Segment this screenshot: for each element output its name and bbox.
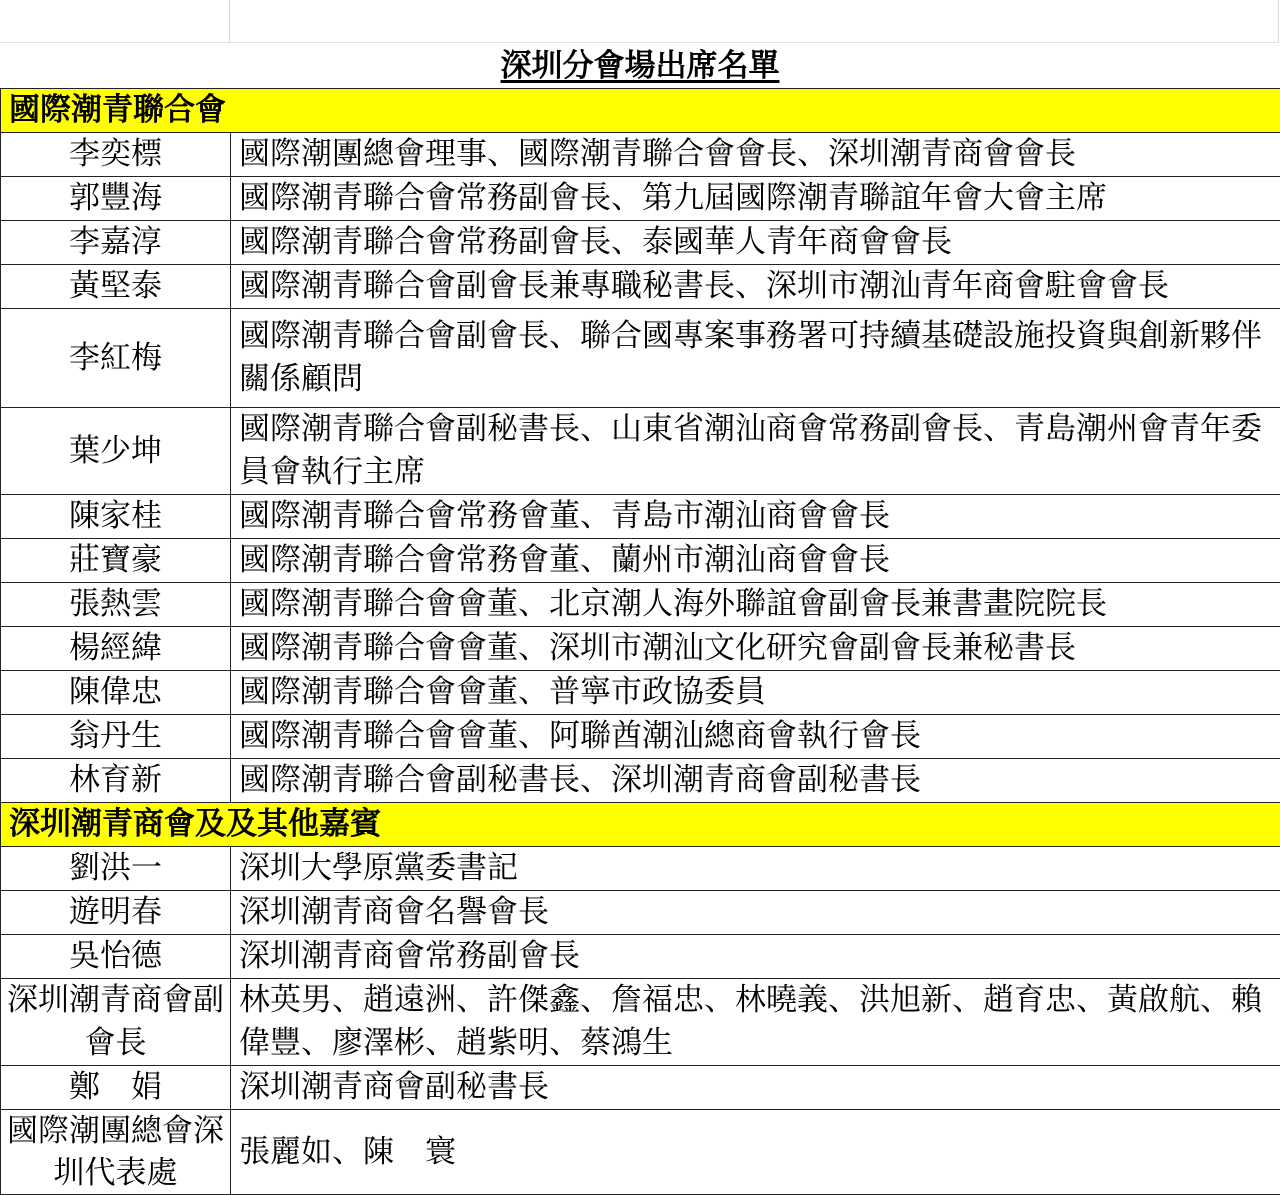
section-heading: 深圳潮青商會及及其他嘉賓 — [1, 803, 1280, 847]
attendee-role: 深圳潮青商會名譽會長 — [231, 891, 1280, 935]
table-row — [1, 891, 1280, 935]
section-heading: 國際潮青聯合會 — [1, 89, 1280, 133]
attendee-role: 國際潮青聯合會副秘書長、深圳潮青商會副秘書長 — [231, 759, 1280, 803]
page-title: 深圳分會場出席名單 — [0, 44, 1280, 88]
table-row — [1, 495, 1280, 539]
attendee-name: 國際潮團總會深圳代表處 — [1, 1110, 231, 1195]
table-row — [1, 627, 1280, 671]
table-row — [1, 847, 1280, 891]
table-row — [1, 715, 1280, 759]
attendee-name: 深圳潮青商會副會長 — [1, 979, 231, 1066]
attendee-role: 國際潮青聯合會會董、北京潮人海外聯誼會副會長兼書畫院院長 — [231, 583, 1280, 627]
attendee-role: 國際潮青聯合會常務副會長、泰國華人青年商會會長 — [231, 221, 1280, 265]
table-row — [1, 1110, 1280, 1195]
attendee-role: 國際潮青聯合會常務會董、青島市潮汕商會會長 — [231, 495, 1280, 539]
attendee-name: 陳偉忠 — [1, 671, 231, 715]
table-row — [1, 1066, 1280, 1110]
table-row — [1, 583, 1280, 627]
attendee-role: 國際潮青聯合會會董、普寧市政協委員 — [231, 671, 1280, 715]
attendee-role: 國際潮青聯合會常務會董、蘭州市潮汕商會會長 — [231, 539, 1280, 583]
attendee-name: 翁丹生 — [1, 715, 231, 759]
attendee-role: 國際潮青聯合會副會長、聯合國專案事務署可持續基礎設施投資與創新夥伴關係顧問 — [231, 309, 1280, 408]
attendee-role: 國際潮青聯合會常務副會長、第九屆國際潮青聯誼年會大會主席 — [231, 177, 1280, 221]
empty-header-cell — [0, 0, 230, 43]
table-row — [1, 539, 1280, 583]
empty-header-row — [0, 0, 1279, 43]
attendee-name: 林育新 — [1, 759, 231, 803]
table-row — [1, 671, 1280, 715]
section-header-row — [1, 89, 1280, 133]
attendee-name: 莊寶豪 — [1, 539, 231, 583]
attendee-name: 鄭 娟 — [1, 1066, 231, 1110]
table-row — [1, 408, 1280, 495]
table-row — [1, 133, 1280, 177]
attendee-role: 張麗如、陳 寰 — [231, 1110, 1280, 1195]
attendee-name: 遊明春 — [1, 891, 231, 935]
attendee-table — [0, 88, 1280, 1195]
table-row — [1, 177, 1280, 221]
attendee-role: 深圳潮青商會副秘書長 — [231, 1066, 1280, 1110]
attendee-role: 國際潮青聯合會會董、阿聯酋潮汕總商會執行會長 — [231, 715, 1280, 759]
table-row — [1, 265, 1280, 309]
attendee-name: 李奕標 — [1, 133, 231, 177]
section-header-row — [1, 803, 1280, 847]
attendee-name: 葉少坤 — [1, 408, 231, 495]
table-row — [1, 221, 1280, 265]
attendee-name: 李嘉淳 — [1, 221, 231, 265]
attendee-name: 劉洪一 — [1, 847, 231, 891]
attendee-name: 黃堅泰 — [1, 265, 231, 309]
attendee-name: 張熱雲 — [1, 583, 231, 627]
attendee-name: 楊經緯 — [1, 627, 231, 671]
attendee-name: 李紅梅 — [1, 309, 231, 408]
attendee-role: 林英男、趙遠洲、許傑鑫、詹福忠、林曉義、洪旭新、趙育忠、黃啟航、賴偉豐、廖澤彬、趙紫明、蔡鴻生 — [231, 979, 1280, 1066]
table-row — [1, 935, 1280, 979]
table-row — [1, 759, 1280, 803]
attendee-role: 深圳大學原黨委書記 — [231, 847, 1280, 891]
attendee-role: 國際潮青聯合會會董、深圳市潮汕文化研究會副會長兼秘書長 — [231, 627, 1280, 671]
attendee-role: 國際潮團總會理事、國際潮青聯合會會長、深圳潮青商會會長 — [231, 133, 1280, 177]
attendee-role: 國際潮青聯合會副秘書長、山東省潮汕商會常務副會長、青島潮州會青年委員會執行主席 — [231, 408, 1280, 495]
table-row — [1, 309, 1280, 408]
attendee-role: 深圳潮青商會常務副會長 — [231, 935, 1280, 979]
attendee-role: 國際潮青聯合會副會長兼專職秘書長、深圳市潮汕青年商會駐會會長 — [231, 265, 1280, 309]
table-row — [1, 979, 1280, 1066]
attendee-name: 吳怡德 — [1, 935, 231, 979]
attendee-name: 陳家桂 — [1, 495, 231, 539]
attendee-name: 郭豐海 — [1, 177, 231, 221]
